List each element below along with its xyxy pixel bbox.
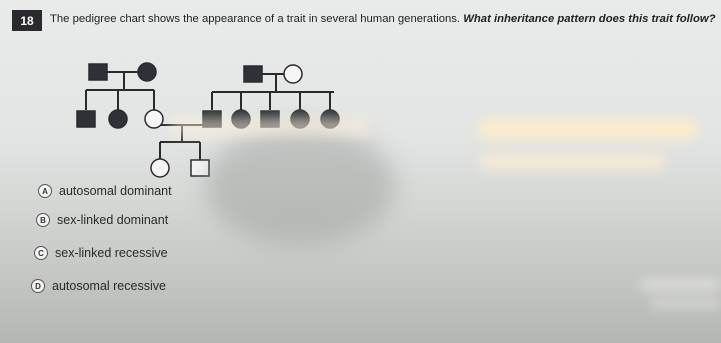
option-c-letter: C bbox=[34, 246, 48, 260]
question-ask: What inheritance pattern does this trait follow? bbox=[463, 13, 716, 25]
pedigree-gen2-female-3 bbox=[145, 110, 163, 128]
question-number: 18 bbox=[12, 10, 42, 31]
pedigree-gen2-female-7 bbox=[291, 110, 309, 128]
question-prompt: The pedigree chart shows the appearance of a trait in several human generations. bbox=[50, 13, 461, 25]
pedigree-gen3-male bbox=[191, 160, 209, 176]
pedigree-gen3-female bbox=[151, 159, 169, 177]
option-d-letter: D bbox=[31, 279, 45, 293]
pedigree-gen1-female-left bbox=[138, 63, 156, 81]
option-d-text: autosomal recessive bbox=[52, 279, 166, 293]
pedigree-gen2-female-5 bbox=[232, 110, 250, 128]
pedigree-gen2-female-8 bbox=[321, 110, 339, 128]
option-d[interactable] bbox=[31, 279, 166, 293]
option-a[interactable] bbox=[38, 184, 172, 198]
option-b-letter: B bbox=[36, 213, 50, 227]
pedigree-gen2-male-6 bbox=[261, 111, 279, 127]
pedigree-gen1-female-right bbox=[284, 65, 302, 83]
pedigree-gen2-female-2 bbox=[109, 110, 127, 128]
option-c-text: sex-linked recessive bbox=[55, 246, 168, 260]
pedigree-gen1-male-right bbox=[244, 66, 262, 82]
option-a-letter: A bbox=[38, 184, 52, 198]
pedigree-gen2-male-1 bbox=[77, 111, 95, 127]
option-b[interactable] bbox=[36, 213, 168, 227]
pedigree-gen2-male-4 bbox=[203, 111, 221, 127]
option-b-text: sex-linked dominant bbox=[57, 213, 169, 227]
pedigree-members bbox=[77, 63, 339, 177]
option-c[interactable] bbox=[34, 246, 168, 260]
pedigree-gen1-male-left bbox=[89, 64, 107, 80]
option-a-text: autosomal dominant bbox=[59, 184, 172, 198]
